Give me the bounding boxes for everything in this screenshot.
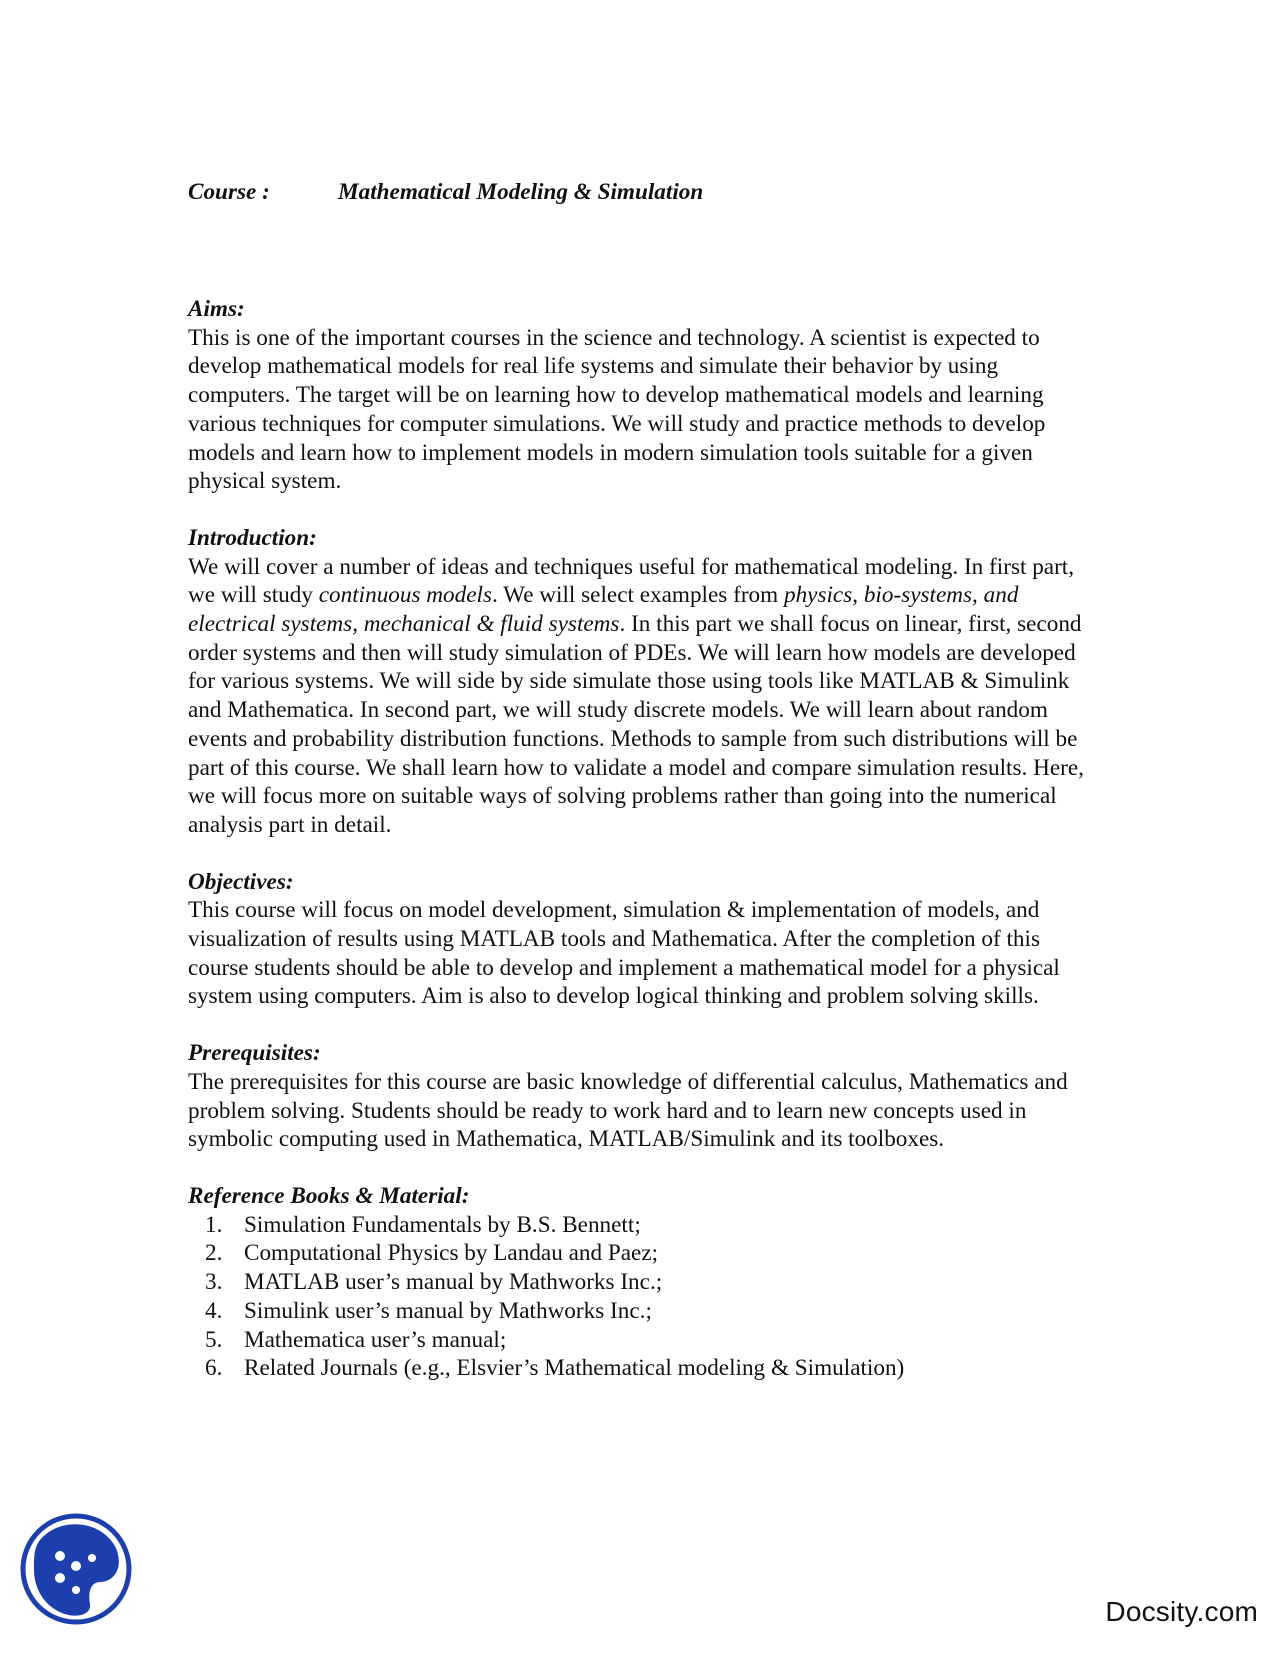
prerequisites-body: The prerequisites for this course are basic knowledge of differential calculus, Mathematics and problem solving. Students should be ready to work hard and to learn new concepts used in symbolic computing used in Mathematica, MATLAB/Simulink and its toolboxes. xyxy=(188,1068,1068,1153)
aims-heading: Aims: xyxy=(188,296,245,322)
introduction-italic-1: continuous models xyxy=(318,582,492,609)
reference-text: Simulink user’s manual by Mathworks Inc.; xyxy=(244,1297,652,1324)
reference-item xyxy=(188,1297,1098,1326)
reference-item xyxy=(188,1211,1098,1240)
course-heading xyxy=(188,178,1098,208)
reference-number: 5. xyxy=(205,1326,223,1353)
section-objectives xyxy=(188,868,1098,1012)
introduction-text-3: . In this part we shall focus on linear, first, second order systems and then will study simulation of PDEs. We will learn how models are developed for various systems. We will side by side simulate those using tools like MATLAB & Simulink and Mathematica. In second part, we will study discrete models. We will learn about random events and probability distribution functions. Methods to sample from such distributions will be part of this course. We shall learn how to validate a model and compare simulation results. Here, we will focus more on suitable ways of solving problems rather than going into the numerical analysis part in detail. xyxy=(188,611,1084,838)
introduction-heading: Introduction: xyxy=(188,524,317,551)
reference-number: 6. xyxy=(205,1355,223,1382)
reference-number: 3. xyxy=(205,1269,223,1296)
reference-text: Simulation Fundamentals by B.S. Bennett; xyxy=(244,1211,641,1238)
reference-item xyxy=(188,1239,1098,1268)
reference-item xyxy=(188,1326,1098,1355)
section-introduction xyxy=(188,524,1098,840)
document-page xyxy=(188,178,1098,1383)
introduction-text-2: . We will select examples from xyxy=(492,582,784,609)
reference-number: 4. xyxy=(205,1297,223,1324)
objectives-body: This course will focus on model development, simulation & implementation of models, and visualization of results using MATLAB tools and Mathematica. After the completion of this course students should be able to develop and implement a mathematical model for a physical system using computers. Aim is also to develop logical thinking and problem solving skills. xyxy=(188,897,1060,1010)
introduction-body xyxy=(188,553,1098,840)
reference-text: Related Journals (e.g., Elsvier’s Mathematical modeling & Simulation) xyxy=(244,1355,905,1382)
reference-text: Mathematica user’s manual; xyxy=(244,1326,507,1353)
reference-number: 1. xyxy=(205,1211,223,1238)
references-heading: Reference Books & Material: xyxy=(188,1182,470,1209)
reference-item xyxy=(188,1268,1098,1297)
docsity-logo-icon xyxy=(20,1510,132,1628)
reference-item xyxy=(188,1354,1098,1383)
section-references xyxy=(188,1182,1098,1383)
aims-body: This is one of the important courses in the science and technology. A scientist is expected to develop mathematical models for real life systems and simulate their behavior by using computers. The target will be on learning how to develop mathematical models and learning various techniques for computer simulations. We will study and practice methods to develop models and learn how to implement models in modern simulation tools suitable for a given physical system. xyxy=(188,324,1046,495)
course-title: Mathematical Modeling & Simulation xyxy=(338,179,704,205)
section-aims xyxy=(188,295,1098,496)
prerequisites-heading: Prerequisites: xyxy=(188,1040,321,1067)
introduction-text-1: We will cover a number of ideas and techniques useful for mathematical modeling. In first part, we will study xyxy=(188,553,1075,609)
objectives-heading: Objectives: xyxy=(188,868,294,895)
docsity-brand-text[interactable]: Docsity.com xyxy=(1105,1596,1258,1627)
introduction-italic-2: physics, bio-systems, and electrical systems, mechanical & fluid systems xyxy=(188,582,1019,638)
section-prerequisites xyxy=(188,1039,1098,1154)
reference-text: MATLAB user’s manual by Mathworks Inc.; xyxy=(244,1269,663,1296)
reference-number: 2. xyxy=(205,1240,223,1267)
course-label: Course : xyxy=(188,179,270,205)
reference-text: Computational Physics by Landau and Paez; xyxy=(244,1240,659,1267)
reference-list xyxy=(188,1211,1098,1383)
